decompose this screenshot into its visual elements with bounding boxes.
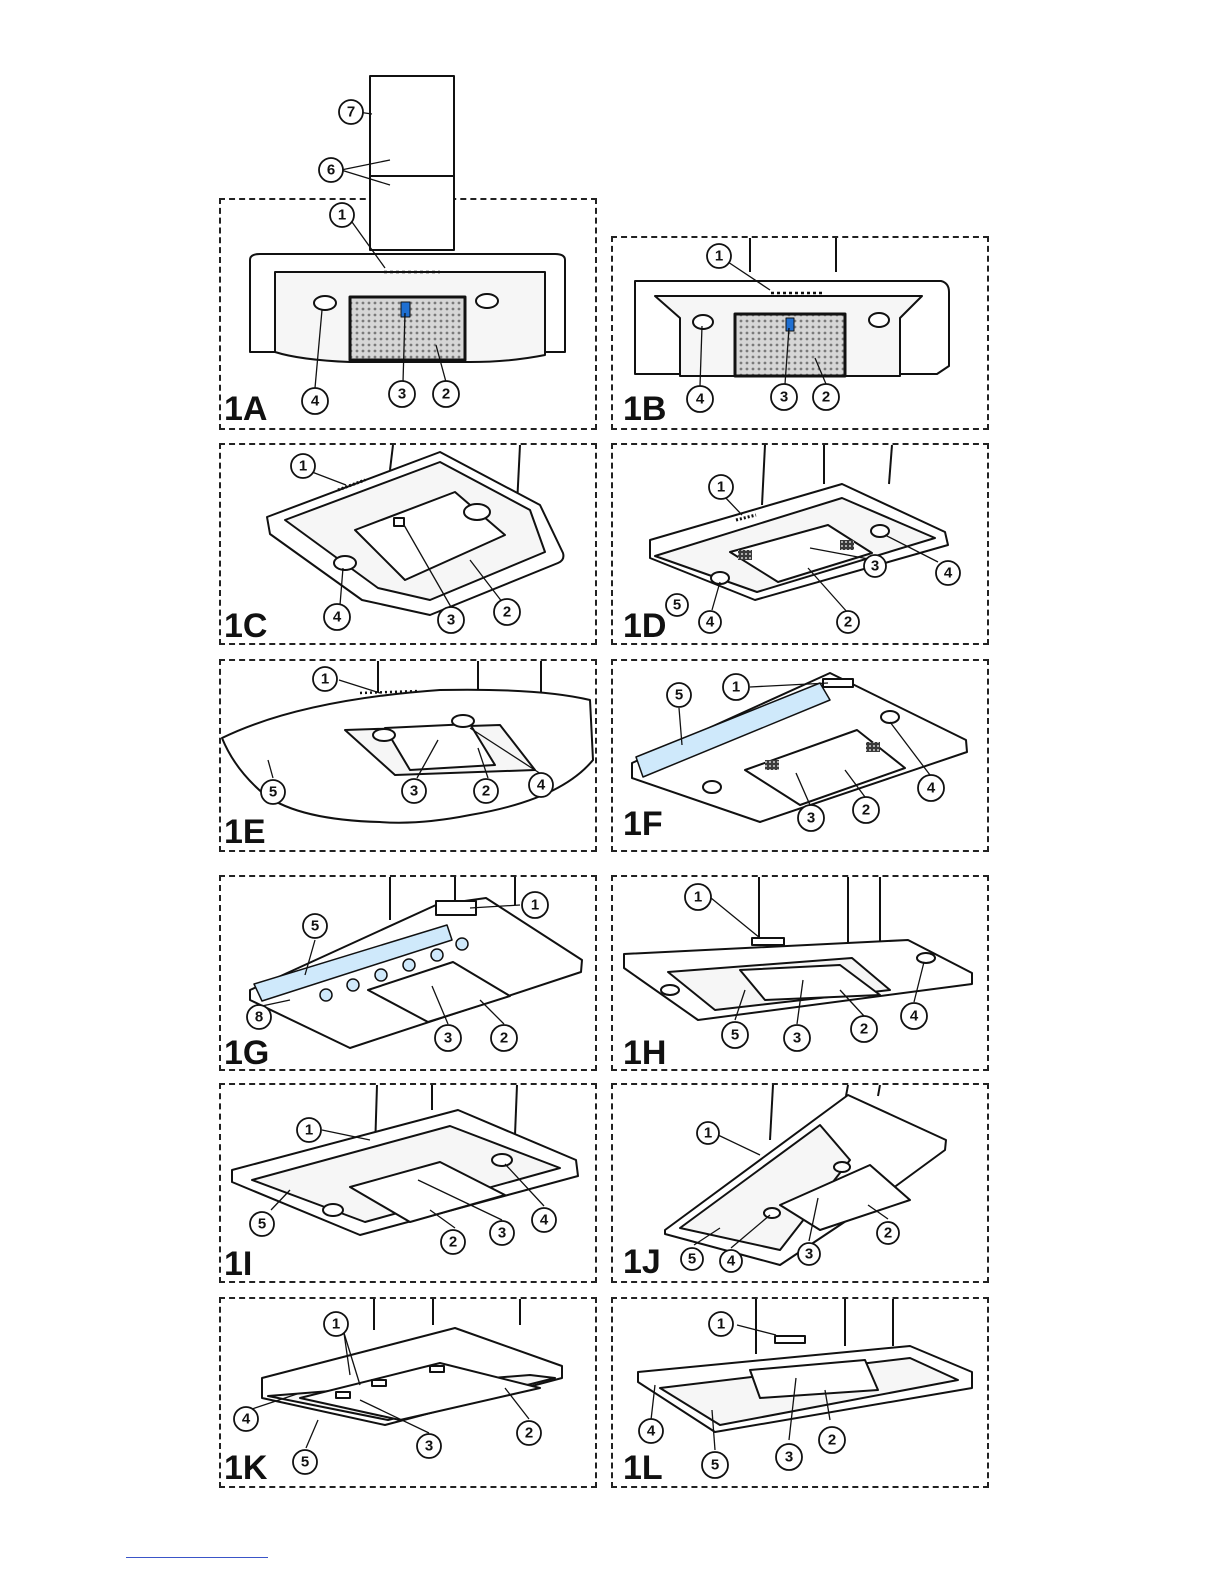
svg-text:2: 2 xyxy=(481,782,491,800)
svg-text:3: 3 xyxy=(870,557,880,575)
hood-1B-drawing xyxy=(635,238,949,376)
panel-label-1H: 1H xyxy=(623,1034,667,1072)
svg-text:4: 4 xyxy=(695,390,705,408)
panel-label-1K: 1K xyxy=(224,1449,268,1487)
callout-2 xyxy=(837,611,859,633)
svg-text:4: 4 xyxy=(646,1422,656,1440)
callout-4 xyxy=(324,604,350,630)
svg-text:4: 4 xyxy=(332,608,342,626)
callout-1 xyxy=(685,884,711,910)
callout-2 xyxy=(494,599,520,625)
svg-text:1: 1 xyxy=(530,896,540,914)
svg-text:4: 4 xyxy=(310,392,320,410)
panel-label-1A: 1A xyxy=(224,390,268,428)
footnote-divider xyxy=(126,1557,268,1558)
svg-text:1: 1 xyxy=(337,206,347,224)
hood-1J-drawing xyxy=(665,1085,946,1265)
callout-3 xyxy=(784,1025,810,1051)
callout-1 xyxy=(709,1312,733,1336)
svg-text:4: 4 xyxy=(536,776,546,794)
callout-3 xyxy=(438,607,464,633)
svg-text:3: 3 xyxy=(497,1224,507,1242)
callout-2 xyxy=(877,1222,899,1244)
callout-3 xyxy=(798,1243,820,1265)
panel-label-1J: 1J xyxy=(623,1243,661,1281)
callout-3 xyxy=(776,1444,802,1470)
svg-text:1: 1 xyxy=(731,678,741,696)
panel-label-1D: 1D xyxy=(623,607,667,645)
callout-1 xyxy=(324,1312,348,1336)
callout-1 xyxy=(313,667,337,691)
callout-4 xyxy=(532,1208,556,1232)
svg-text:4: 4 xyxy=(926,779,936,797)
panel-label-1L: 1L xyxy=(623,1449,663,1487)
callout-3 xyxy=(417,1434,441,1458)
svg-text:5: 5 xyxy=(672,596,682,614)
callout-5 xyxy=(667,683,691,707)
callout-4 xyxy=(687,386,713,412)
panel-label-1C: 1C xyxy=(224,607,268,645)
callout-2 xyxy=(851,1016,877,1042)
svg-text:1: 1 xyxy=(298,457,308,475)
svg-text:2: 2 xyxy=(441,385,451,403)
callout-5 xyxy=(293,1450,317,1474)
svg-text:1: 1 xyxy=(716,478,726,496)
callout-2 xyxy=(474,779,498,803)
hood-1K-drawing xyxy=(262,1299,562,1425)
svg-text:4: 4 xyxy=(705,613,715,631)
callout-2 xyxy=(491,1025,517,1051)
svg-text:3: 3 xyxy=(443,1029,453,1047)
callout-5 xyxy=(681,1248,703,1270)
callout-2 xyxy=(517,1421,541,1445)
svg-text:4: 4 xyxy=(241,1410,251,1428)
svg-text:1: 1 xyxy=(331,1315,341,1333)
callout-4 xyxy=(901,1003,927,1029)
svg-text:3: 3 xyxy=(446,611,456,629)
svg-text:5: 5 xyxy=(674,686,684,704)
svg-text:3: 3 xyxy=(424,1437,434,1455)
svg-text:7: 7 xyxy=(346,103,356,121)
callout-4 xyxy=(720,1250,742,1272)
svg-text:4: 4 xyxy=(943,564,953,582)
callout-3 xyxy=(864,555,886,577)
panel-label-1G: 1G xyxy=(224,1034,270,1072)
hood-1I-drawing xyxy=(232,1085,578,1235)
svg-text:2: 2 xyxy=(821,388,831,406)
svg-text:3: 3 xyxy=(792,1029,802,1047)
svg-text:5: 5 xyxy=(730,1026,740,1044)
callout-2 xyxy=(819,1427,845,1453)
callout-2 xyxy=(433,381,459,407)
svg-text:3: 3 xyxy=(779,388,789,406)
callout-4 xyxy=(529,773,553,797)
panel-label-1F: 1F xyxy=(623,805,663,843)
svg-text:2: 2 xyxy=(843,613,853,631)
callout-1 xyxy=(707,244,731,268)
callout-4 xyxy=(918,775,944,801)
svg-text:5: 5 xyxy=(310,917,320,935)
hood-1A-drawing xyxy=(250,76,565,362)
callout-2 xyxy=(853,797,879,823)
callout-1 xyxy=(522,892,548,918)
callout-1 xyxy=(330,203,354,227)
callout-2 xyxy=(813,384,839,410)
callout-4 xyxy=(936,561,960,585)
svg-text:1: 1 xyxy=(714,247,724,265)
callout-5 xyxy=(303,914,327,938)
callout-3 xyxy=(435,1025,461,1051)
svg-text:1: 1 xyxy=(693,888,703,906)
svg-text:4: 4 xyxy=(539,1211,549,1229)
callout-7 xyxy=(339,100,363,124)
callout-6 xyxy=(319,158,343,182)
callout-8 xyxy=(247,1005,271,1029)
svg-text:1: 1 xyxy=(304,1121,314,1139)
callout-2 xyxy=(441,1230,465,1254)
svg-text:4: 4 xyxy=(726,1252,736,1270)
svg-text:2: 2 xyxy=(861,801,871,819)
callout-3 xyxy=(798,805,824,831)
svg-text:2: 2 xyxy=(859,1020,869,1038)
panel-label-1I: 1I xyxy=(224,1245,253,1283)
svg-text:2: 2 xyxy=(827,1431,837,1449)
hood-1L-drawing xyxy=(638,1299,972,1432)
hood-1H-drawing xyxy=(624,877,972,1020)
svg-text:6: 6 xyxy=(326,161,336,179)
callout-3 xyxy=(389,381,415,407)
svg-text:2: 2 xyxy=(883,1224,893,1242)
svg-text:4: 4 xyxy=(909,1007,919,1025)
callout-5 xyxy=(250,1212,274,1236)
svg-text:5: 5 xyxy=(710,1456,720,1474)
svg-text:8: 8 xyxy=(254,1008,264,1026)
callout-4 xyxy=(302,388,328,414)
callout-3 xyxy=(490,1221,514,1245)
svg-text:2: 2 xyxy=(502,603,512,621)
callout-5 xyxy=(722,1022,748,1048)
callout-5 xyxy=(666,594,688,616)
callout-5 xyxy=(261,780,285,804)
panel-label-1E: 1E xyxy=(224,813,266,851)
svg-text:2: 2 xyxy=(499,1029,509,1047)
svg-text:3: 3 xyxy=(804,1245,814,1263)
svg-text:5: 5 xyxy=(687,1250,697,1268)
svg-text:3: 3 xyxy=(784,1448,794,1466)
svg-text:5: 5 xyxy=(257,1215,267,1233)
callout-4 xyxy=(639,1419,663,1443)
callout-4 xyxy=(699,611,721,633)
callout-3 xyxy=(402,779,426,803)
svg-text:3: 3 xyxy=(806,809,816,827)
svg-text:1: 1 xyxy=(716,1315,726,1333)
svg-text:2: 2 xyxy=(524,1424,534,1442)
svg-text:1: 1 xyxy=(320,670,330,688)
svg-text:5: 5 xyxy=(300,1453,310,1471)
svg-text:2: 2 xyxy=(448,1233,458,1251)
callout-4 xyxy=(234,1407,258,1431)
callout-1 xyxy=(723,674,749,700)
hood-1D-drawing xyxy=(650,445,948,600)
callout-3 xyxy=(771,384,797,410)
callout-1 xyxy=(291,454,315,478)
callout-5 xyxy=(702,1452,728,1478)
svg-text:3: 3 xyxy=(409,782,419,800)
svg-text:1: 1 xyxy=(703,1124,713,1142)
callout-1 xyxy=(709,475,733,499)
callout-1 xyxy=(697,1122,719,1144)
panel-label-1B: 1B xyxy=(623,390,667,428)
callout-1 xyxy=(297,1118,321,1142)
svg-text:5: 5 xyxy=(268,783,278,801)
svg-text:3: 3 xyxy=(397,385,407,403)
